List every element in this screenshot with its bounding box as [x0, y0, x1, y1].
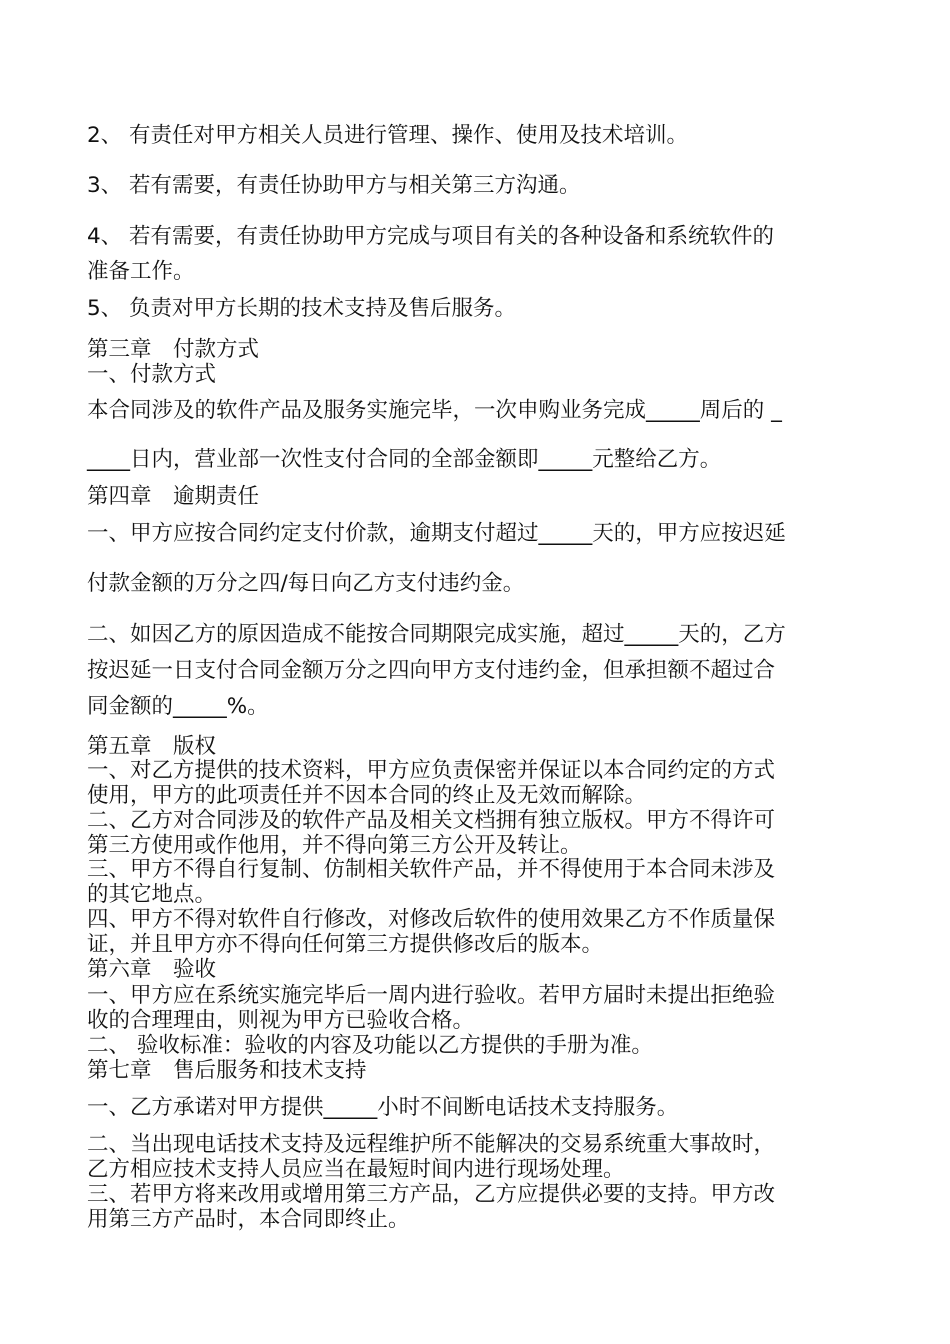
text-line: 的其它地点。 [87, 882, 217, 907]
chapter-heading: 第七章 售后服务和技术支持 [87, 1058, 367, 1083]
text-line: 用第三方产品时，本合同即终止。 [87, 1207, 410, 1232]
text-line: 4、 若有需要，有责任协助甲方完成与项目有关的各种设备和系统软件的 [87, 224, 775, 249]
chapter-heading: 第五章 版权 [87, 734, 217, 759]
text-line: 使用，甲方的此项责任并不因本合同的终止及无效而解除。 [87, 783, 647, 808]
text-line: 二、如因乙方的原因造成不能按合同期限完成实施，超过_____天的，乙方 [87, 622, 786, 647]
text-line: ____日内，营业部一次性支付合同的全部金额即_____元整给乙方。 [87, 447, 722, 472]
text-line: 三、甲方不得自行复制、仿制相关软件产品，并不得使用于本合同未涉及 [87, 857, 776, 882]
text-line: 第三方使用或作他用，并不得向第三方公开及转让。 [87, 833, 582, 858]
text-line: 一、甲方应按合同约定支付价款，逾期支付超过_____天的，甲方应按迟延 [87, 521, 786, 546]
chapter-heading: 第四章 逾期责任 [87, 484, 260, 509]
text-line: 乙方相应技术支持人员应当在最短时间内进行现场处理。 [87, 1157, 625, 1182]
text-line: 按迟延一日支付合同金额万分之四向甲方支付违约金，但承担额不超过合 [87, 658, 776, 683]
text-line: 3、 若有需要，有责任协助甲方与相关第三方沟通。 [87, 173, 581, 198]
text-line: 二、 验收标准：验收的内容及功能以乙方提供的手册为准。 [87, 1033, 653, 1058]
text-line: 一、对乙方提供的技术资料，甲方应负责保密并保证以本合同约定的方式 [87, 758, 776, 783]
text-line: 证，并且甲方亦不得向任何第三方提供修改后的版本。 [87, 932, 604, 957]
text-line: 5、 负责对甲方长期的技术支持及售后服务。 [87, 296, 517, 321]
section-heading: 一、付款方式 [87, 362, 217, 387]
text-line: 付款金额的万分之四/每日向乙方支付违约金。 [87, 571, 525, 596]
text-line: 二、当出现电话技术支持及远程维护所不能解决的交易系统重大事故时， [87, 1132, 776, 1157]
text-line: 三、若甲方将来改用或增用第三方产品，乙方应提供必要的支持。甲方改 [87, 1182, 776, 1207]
text-line: 本合同涉及的软件产品及服务实施完毕，一次申购业务完成_____周后的 _ [87, 398, 782, 423]
text-line: 一、乙方承诺对甲方提供_____小时不间断电话技术支持服务。 [87, 1095, 679, 1120]
text-line: 准备工作。 [87, 259, 195, 284]
text-line: 四、甲方不得对软件自行修改，对修改后软件的使用效果乙方不作质量保 [87, 907, 776, 932]
chapter-heading: 第三章 付款方式 [87, 337, 260, 362]
text-line: 2、 有责任对甲方相关人员进行管理、操作、使用及技术培训。 [87, 123, 689, 148]
text-line: 同金额的_____%。 [87, 694, 269, 719]
text-line: 收的合理理由，则视为甲方已验收合格。 [87, 1008, 475, 1033]
chapter-heading: 第六章 验收 [87, 957, 217, 982]
text-line: 二、乙方对合同涉及的软件产品及相关文档拥有独立版权。甲方不得许可 [87, 808, 776, 833]
text-line: 一、甲方应在系统实施完毕后一周内进行验收。若甲方届时未提出拒绝验 [87, 983, 776, 1008]
